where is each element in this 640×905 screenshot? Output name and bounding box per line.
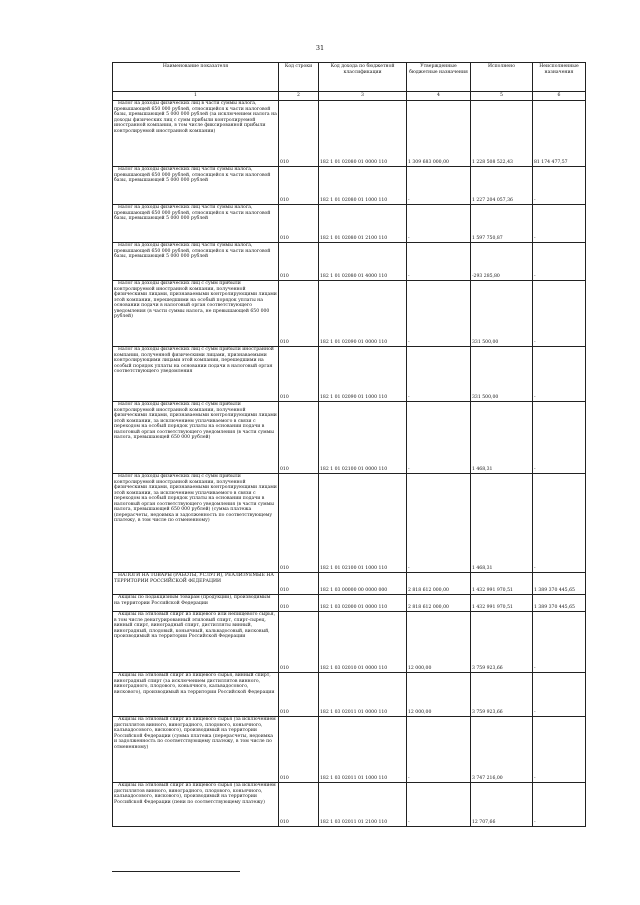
row-name-text: Налог на доходы физических лиц части суммы налога, превышающей 650 000 рублей, относящейся к части налоговой базы, превышающей 5 000 000 рублей	[114, 205, 271, 222]
row-name	[113, 281, 279, 347]
row-unexecuted: -	[533, 717, 586, 783]
row-name	[113, 205, 279, 243]
column-number-row	[113, 92, 586, 101]
column-number: 5	[471, 92, 533, 101]
page-number: 31	[315, 44, 325, 52]
row-approved: 1 309 683 000,00	[407, 101, 471, 167]
row-executed: 12 707,66	[471, 783, 533, 827]
header-line-code: Код строки	[279, 63, 319, 92]
footnote-divider	[112, 871, 240, 872]
row-line-code: 010	[279, 243, 319, 281]
row-executed: -293 285,80	[471, 243, 533, 281]
table-row	[113, 595, 586, 612]
table-row	[113, 281, 586, 347]
row-income-code: 182 1 01 02080 01 4000 110	[319, 243, 407, 281]
header-income-code: Код дохода по бюджетной классификации	[319, 63, 407, 92]
row-income-code: 182 1 01 02100 01 1000 110	[319, 474, 407, 573]
row-line-code: 010	[279, 612, 319, 673]
table-row	[113, 402, 586, 474]
table-row	[113, 673, 586, 717]
row-approved: -	[407, 167, 471, 205]
row-unexecuted: -	[533, 167, 586, 205]
row-name	[113, 402, 279, 474]
column-number: 2	[279, 92, 319, 101]
row-executed: 1 468,31	[471, 402, 533, 474]
row-line-code: 010	[279, 573, 319, 595]
row-approved: -	[407, 402, 471, 474]
table-row	[113, 101, 586, 167]
row-approved: -	[407, 281, 471, 347]
row-name-text: Налог на доходы физических лиц в части суммы налога, превышающей 650 000 рублей, относящейся к части налоговой базы, превышающей 5 000 000 рублей (за исключением налога на доходы физических лиц с сумм прибыли контролируемой иностранной компании, в том числе фиксированной прибыли контролируемой иностранной компании)	[114, 101, 277, 134]
row-name-text: Акцизы на этиловый спирт из пищевого сырья, винный спирт, виноградный спирт (за исключением дистиллятов винного, виноградного, плодового, коньячного, кальвадосового, вискового), производимый на территории Российской Федерации	[114, 673, 275, 695]
row-executed: 1 227 204 057,36	[471, 167, 533, 205]
row-name-text: Акцизы на этиловый спирт из пищевого сырья (за исключением дистиллятов винного, виноградного, плодового, коньячного, кальвадосового, вискового), производимый на территории Российской Федерации (пени по соответствующему платежу)	[114, 783, 276, 805]
table-row	[113, 573, 586, 595]
row-name	[113, 167, 279, 205]
table-row	[113, 474, 586, 573]
row-unexecuted: -	[533, 243, 586, 281]
row-name	[113, 612, 279, 673]
table-row	[113, 612, 586, 673]
table-row	[113, 717, 586, 783]
row-executed: 331 500,00	[471, 347, 533, 402]
table-row	[113, 167, 586, 205]
row-approved: -	[407, 347, 471, 402]
row-unexecuted: -	[533, 205, 586, 243]
row-income-code: 182 1 01 02090 01 0000 110	[319, 281, 407, 347]
row-name	[113, 595, 279, 612]
row-line-code: 010	[279, 595, 319, 612]
row-name-text: Налог на доходы физических лиц части суммы налога, превышающей 650 000 рублей, относящейся к части налоговой базы, превышающей 5 000 000 рублей	[114, 167, 271, 184]
row-income-code: 182 1 03 02011 01 0000 110	[319, 673, 407, 717]
header-executed: Исполнено	[471, 63, 533, 92]
table-row	[113, 205, 586, 243]
row-unexecuted: 81 174 477,57	[533, 101, 586, 167]
row-name-text: НАЛОГИ НА ТОВАРЫ (РАБОТЫ, УСЛУГИ), РЕАЛИЗУЕМЫЕ НА ТЕРРИТОРИИ РОССИЙСКОЙ ФЕДЕРАЦИИ	[114, 573, 274, 584]
row-income-code: 182 1 01 02090 01 1000 110	[319, 347, 407, 402]
row-name	[113, 573, 279, 595]
row-approved: -	[407, 243, 471, 281]
row-executed: 331 500,00	[471, 281, 533, 347]
row-name-text: Акцизы по подакцизным товарам (продукции), производимым на территории Российской Федерации	[114, 595, 271, 606]
row-income-code: 182 1 03 02011 01 1000 110	[319, 717, 407, 783]
row-approved: -	[407, 717, 471, 783]
row-unexecuted: -	[533, 402, 586, 474]
row-name-text: Налог на доходы физических лиц части суммы налога, превышающей 650 000 рублей, относящейся к части налоговой базы, превышающей 5 000 000 рублей	[114, 243, 271, 260]
row-unexecuted: -	[533, 281, 586, 347]
row-income-code: 182 1 03 02011 01 2100 110	[319, 783, 407, 827]
row-approved: -	[407, 783, 471, 827]
row-unexecuted: 1 389 370 445,65	[533, 573, 586, 595]
column-number: 6	[533, 92, 586, 101]
row-executed: 1 228 508 522,43	[471, 101, 533, 167]
table-row	[113, 347, 586, 402]
column-number: 1	[113, 92, 279, 101]
row-income-code: 182 1 01 02080 01 1000 110	[319, 167, 407, 205]
row-line-code: 010	[279, 281, 319, 347]
row-name	[113, 717, 279, 783]
row-unexecuted: -	[533, 783, 586, 827]
row-unexecuted: -	[533, 474, 586, 573]
row-approved: -	[407, 205, 471, 243]
row-unexecuted: -	[533, 673, 586, 717]
row-income-code: 182 1 01 02080 01 2100 110	[319, 205, 407, 243]
row-line-code: 010	[279, 167, 319, 205]
row-line-code: 010	[279, 783, 319, 827]
row-approved: 2 818 612 000,00	[407, 573, 471, 595]
column-number: 3	[319, 92, 407, 101]
row-income-code: 182 1 03 02000 01 0000 110	[319, 595, 407, 612]
table-header-row	[113, 63, 586, 92]
row-income-code: 182 1 03 00000 00 0000 000	[319, 573, 407, 595]
row-line-code: 010	[279, 717, 319, 783]
row-executed: 3 759 923,66	[471, 673, 533, 717]
header-unexecuted: Неисполненные назначения	[533, 63, 586, 92]
row-unexecuted: 1 389 370 445,65	[533, 595, 586, 612]
row-unexecuted: -	[533, 347, 586, 402]
row-executed: 1 597 750,87	[471, 205, 533, 243]
row-line-code: 010	[279, 474, 319, 573]
header-approved: Утвержденные бюджетные назначения	[407, 63, 471, 92]
table-row	[113, 783, 586, 827]
row-line-code: 010	[279, 205, 319, 243]
row-name	[113, 783, 279, 827]
row-approved: 12 000,00	[407, 612, 471, 673]
row-approved: 12 000,00	[407, 673, 471, 717]
row-approved: -	[407, 474, 471, 573]
row-name-text: Налог на доходы физических лиц с сумм прибыли контролируемой иностранной компании, полученной физическими лицами, признаваемыми контролирующими лицами этой компании, за исключением уплачиваемого в связи с переходом на особый порядок уплаты на основании подачи в налоговый орган соответствующего уведомления (в части суммы налога, превышающей 650 000 рублей) (сумма платежа (перерасчеты, недоимка и задолженность по соответствующему платежу, в том числе по отмененному)	[114, 474, 277, 524]
row-unexecuted: -	[533, 612, 586, 673]
row-name	[113, 101, 279, 167]
table-row	[113, 243, 586, 281]
row-approved: 2 818 612 000,00	[407, 595, 471, 612]
row-line-code: 010	[279, 347, 319, 402]
column-number: 4	[407, 92, 471, 101]
row-executed: 1 432 991 970,51	[471, 595, 533, 612]
table-body	[113, 101, 586, 827]
row-executed: 1 468,31	[471, 474, 533, 573]
row-income-code: 182 1 03 02010 01 0000 110	[319, 612, 407, 673]
row-name-text: Акцизы на этиловый спирт из пищевого или непищевого сырья, в том числе денатурированный этиловый спирт, спирт-сырец, винный спирт, виноградный спирт, дистилляты винный, виноградный, плодовый, коньячный, кальвадосовый, висковый, производимый на территории Российской Федерации	[114, 612, 276, 640]
row-name-text: Акцизы на этиловый спирт из пищевого сырья (за исключением дистиллятов винного, виноградного, плодового, коньячного, кальвадосового, вискового), производимый на территории Российской Федерации (сумма платежа (перерасчеты, недоимка и задолженность по соответствующему платежу, в том числе по отмененному)	[114, 717, 276, 750]
row-name	[113, 243, 279, 281]
row-name	[113, 347, 279, 402]
row-income-code: 182 1 01 02080 01 0000 110	[319, 101, 407, 167]
row-name	[113, 673, 279, 717]
header-indicator-name: Наименование показателя	[113, 63, 279, 92]
row-name	[113, 474, 279, 573]
row-income-code: 182 1 01 02100 01 0000 110	[319, 402, 407, 474]
row-line-code: 010	[279, 101, 319, 167]
row-name-text: Налог на доходы физических лиц с сумм прибыли контролируемой иностранной компании, полученной физическими лицами, признаваемыми контролирующими лицами этой компании, перешедшими на особый порядок уплаты на основании подачи в налоговый орган соответствующего уведомления (в части суммы налога, не превышающей 650 000 рублей)	[114, 281, 277, 320]
row-executed: 3 747 216,00	[471, 717, 533, 783]
row-line-code: 010	[279, 402, 319, 474]
row-executed: 3 759 923,66	[471, 612, 533, 673]
row-name-text: Налог на доходы физических лиц с сумм прибыли контролируемой иностранной компании, полученной физическими лицами, признаваемыми контролирующими лицами этой компании, за исключением уплачиваемого в связи с переходом на особый порядок уплаты на основании подачи в налоговый орган соответствующего уведомления (в части суммы налога, превышающей 650 000 рублей)	[114, 402, 277, 441]
row-executed: 1 432 991 970,51	[471, 573, 533, 595]
row-line-code: 010	[279, 673, 319, 717]
budget-execution-table	[112, 62, 586, 827]
row-name-text: Налог на доходы физических лиц с сумм прибыли иностранной компании, полученной физическими лицами, признаваемыми контролирующими лицами этой компании, перешедшими на особый порядок уплаты на основании подачи в налоговый орган соответствующего уведомления	[114, 347, 274, 375]
